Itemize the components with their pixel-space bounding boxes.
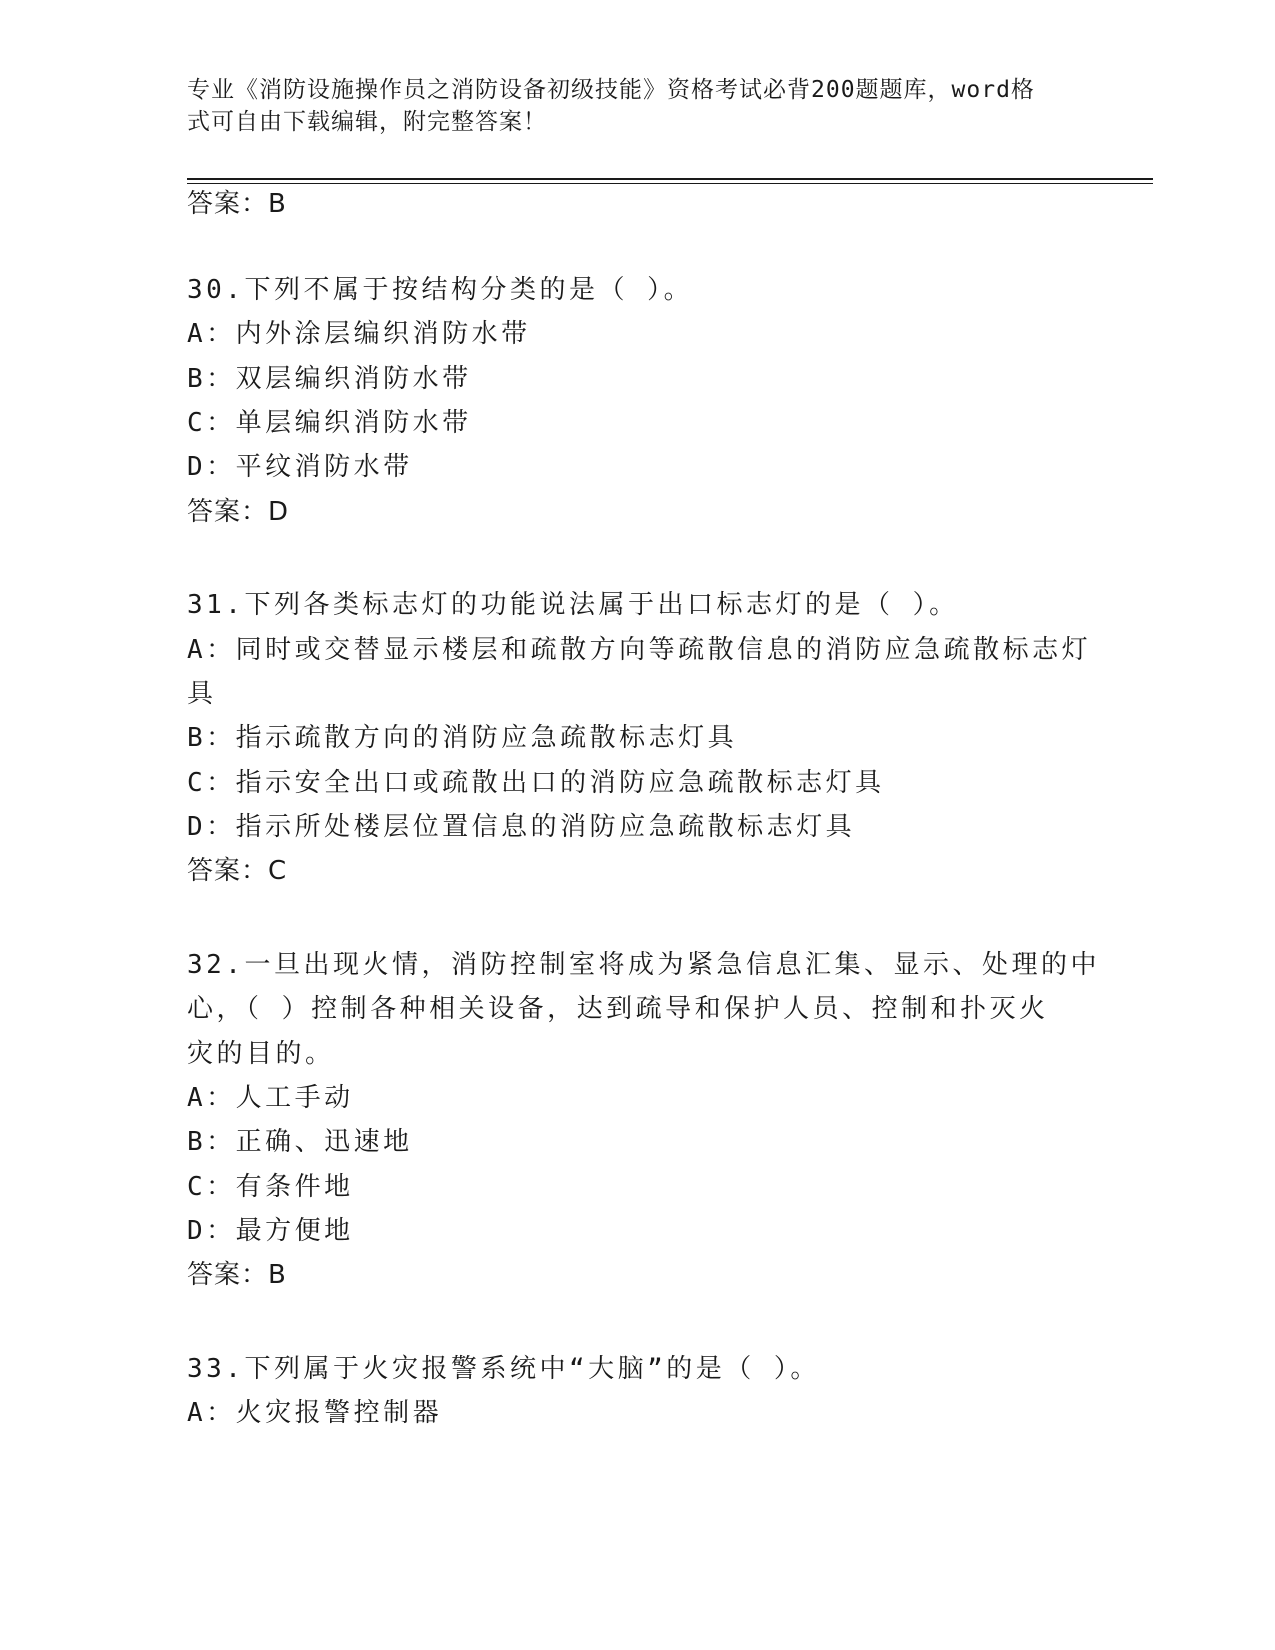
option-a: A：同时或交替显示楼层和疏散方向等疏散信息的消防应急疏散标志灯 bbox=[187, 635, 1092, 665]
header-line: 式可自由下载编辑，附完整答案！ bbox=[187, 109, 547, 135]
question-stem: 32.一旦出现火情，消防控制室将成为紧急信息汇集、显示、处理的中 bbox=[187, 950, 1100, 980]
question-stem: 30.下列不属于按结构分类的是（ ）。 bbox=[187, 275, 694, 305]
answer-line: 答案：C bbox=[187, 856, 288, 886]
question-stem: 31.下列各类标志灯的功能说法属于出口标志灯的是（ ）。 bbox=[187, 590, 959, 620]
header-divider bbox=[187, 178, 1153, 180]
option-b: B：指示疏散方向的消防应急疏散标志灯具 bbox=[187, 723, 738, 753]
question-stem-continued: 心，（ ）控制各种相关设备，达到疏导和保护人员、控制和扑灭火 bbox=[187, 994, 1049, 1024]
option-d: D：平纹消防水带 bbox=[187, 452, 413, 482]
question-stem-continued: 灾的目的。 bbox=[187, 1039, 335, 1069]
option-c: C：有条件地 bbox=[187, 1172, 354, 1202]
answer-line: 答案：D bbox=[187, 497, 290, 527]
option-b: B：正确、迅速地 bbox=[187, 1127, 413, 1157]
option-a: A：人工手动 bbox=[187, 1083, 354, 1113]
answer-line: 答案：B bbox=[187, 1260, 287, 1290]
option-a: A：内外涂层编织消防水带 bbox=[187, 319, 531, 349]
answer-line: 答案：B bbox=[187, 189, 287, 219]
option-a: A：火灾报警控制器 bbox=[187, 1398, 443, 1428]
option-b: B：双层编织消防水带 bbox=[187, 364, 472, 394]
header-line: 专业《消防设施操作员之消防设备初级技能》资格考试必背200题题库，word格 bbox=[187, 77, 1035, 103]
question-stem: 33.下列属于火灾报警系统中“大脑”的是（ ）。 bbox=[187, 1354, 820, 1384]
header-divider-thin bbox=[187, 183, 1153, 184]
option-c: C：指示安全出口或疏散出口的消防应急疏散标志灯具 bbox=[187, 768, 885, 798]
option-a-continued: 具 bbox=[187, 679, 217, 709]
option-c: C：单层编织消防水带 bbox=[187, 408, 472, 438]
option-d: D：指示所处楼层位置信息的消防应急疏散标志灯具 bbox=[187, 812, 856, 842]
option-d: D：最方便地 bbox=[187, 1216, 354, 1246]
document-header bbox=[187, 74, 1067, 138]
